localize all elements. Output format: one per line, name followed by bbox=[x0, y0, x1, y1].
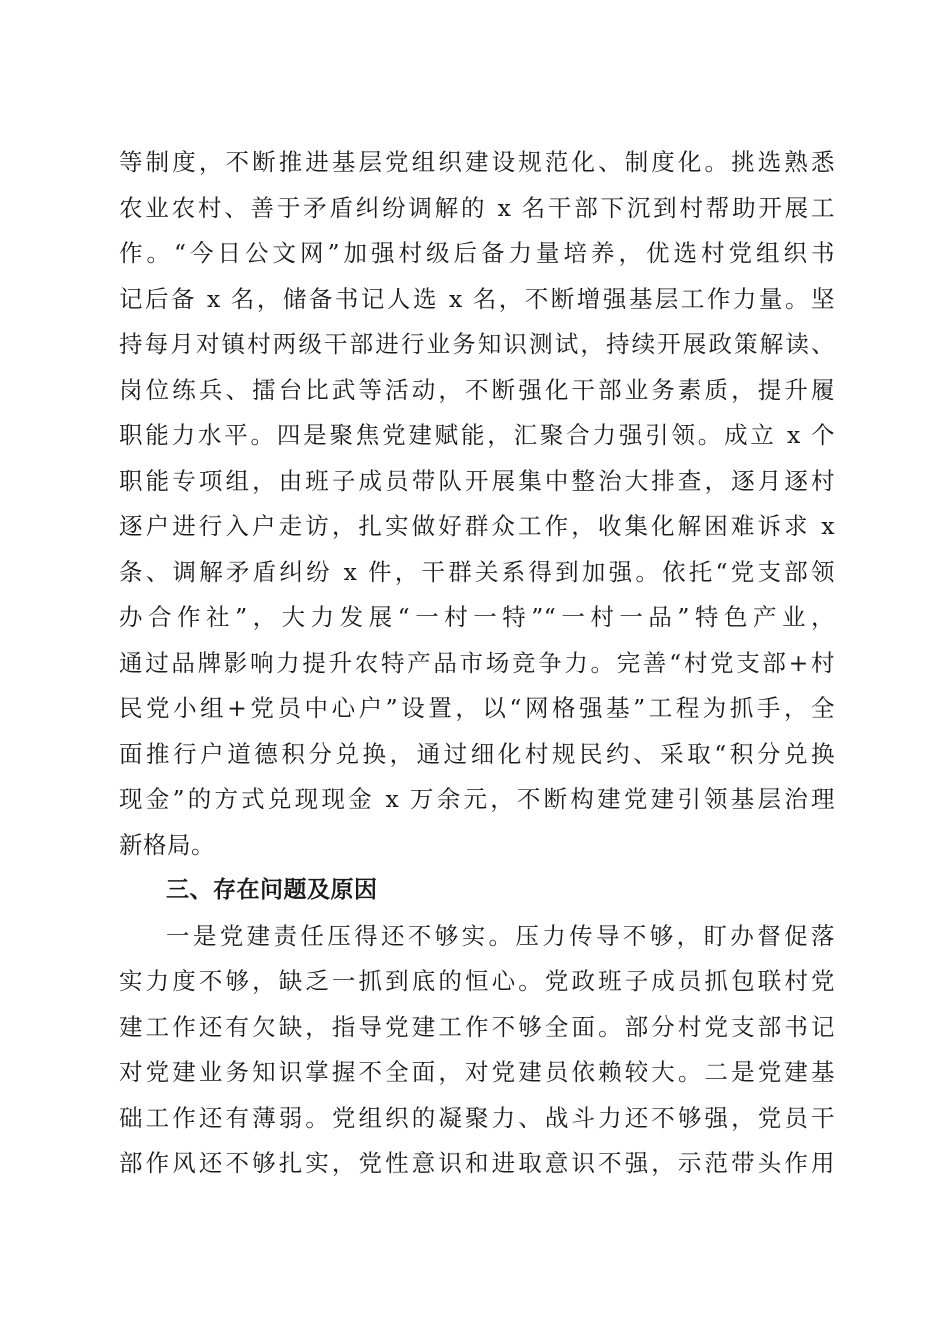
paragraph-line: 持每月对镇村两级干部进行业务知识测试，持续开展政策解读、 bbox=[119, 330, 835, 358]
paragraph-line: 础工作还有薄弱。党组织的凝聚力、战斗力还不够强，党员干 bbox=[119, 1103, 835, 1132]
paragraph-line: 条、调解矛盾纠纷 x 件，干群关系得到加强。依托“党支部领 bbox=[119, 557, 835, 586]
paragraph-line-last: 新格局。 bbox=[119, 830, 215, 859]
section-heading: 三、存在问题及原因 bbox=[166, 877, 378, 903]
paragraph-line: 农业农村、善于矛盾纠纷调解的 x 名干部下沉到村帮助开展工 bbox=[119, 193, 835, 222]
paragraph-line: 岗位练兵、擂台比武等活动，不断强化干部业务素质，提升履 bbox=[119, 375, 835, 404]
paragraph-line: 对党建业务知识掌握不全面，对党建员依赖较大。二是党建基 bbox=[119, 1058, 835, 1086]
paragraph-line: 面推行户道德积分兑换，通过细化村规民约、采取“积分兑换 bbox=[119, 739, 835, 768]
paragraph-line: 部作风还不够扎实，党性意识和进取意识不强，示范带头作用 bbox=[119, 1149, 835, 1177]
document-body bbox=[119, 140, 835, 1187]
paragraph-line: 等制度，不断推进基层党组织建设规范化、制度化。挑选熟悉 bbox=[119, 148, 835, 176]
paragraph-line: 逐户进行入户走访，扎实做好群众工作，收集化解困难诉求 x bbox=[119, 512, 835, 540]
paragraph-line: 办合作社”，大力发展“一村一特”“一村一品”特色产业， bbox=[119, 603, 835, 631]
paragraph-line: 建工作还有欠缺，指导党建工作不够全面。部分村党支部书记 bbox=[119, 1012, 835, 1041]
paragraph-line-first: 一是党建责任压得还不够实。压力传导不够，盯办督促落 bbox=[166, 921, 835, 950]
paragraph-line: 作。“今日公文网”加强村级后备力量培养，优选村党组织书 bbox=[119, 239, 835, 267]
paragraph-line: 民党小组+党员中心户”设置，以“网格强基”工程为抓手，全 bbox=[119, 694, 835, 722]
paragraph-line: 现金”的方式兑现现金 x 万余元，不断构建党建引领基层治理 bbox=[119, 785, 835, 813]
paragraph-line: 职能专项组，由班子成员带队开展集中整治大排查，逐月逐村 bbox=[119, 466, 835, 495]
paragraph-line: 职能力水平。四是聚焦党建赋能，汇聚合力强引领。成立 x 个 bbox=[119, 421, 835, 449]
paragraph-line: 实力度不够，缺乏一抓到底的恒心。党政班子成员抓包联村党 bbox=[119, 967, 835, 995]
paragraph-line: 记后备 x 名，储备书记人选 x 名，不断增强基层工作力量。坚 bbox=[119, 284, 835, 313]
paragraph-line: 通过品牌影响力提升农特产品市场竞争力。完善“村党支部+村 bbox=[119, 648, 835, 677]
